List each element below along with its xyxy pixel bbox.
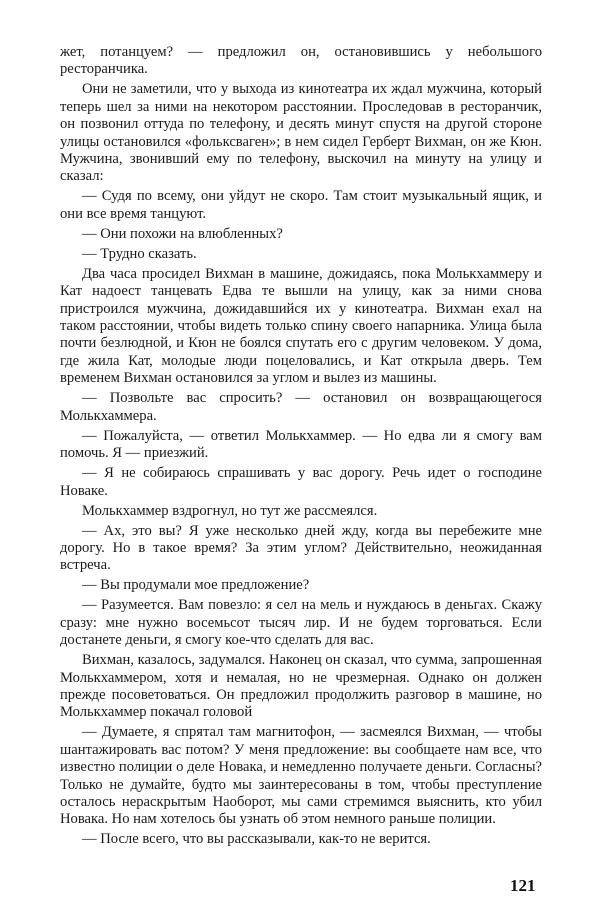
- paragraph: — Пожалуйста, — ответил Молькхаммер. — Но едва ли я смогу вам помочь. Я — приезжий.: [60, 427, 542, 462]
- paragraph: жет, потанцуем? — предложил он, остановившись у небольшого ресторанчика.: [60, 44, 542, 78]
- paragraph: — Ах, это вы? Я уже несколько дней жду, когда вы перебежите мне дорогу. Но в такое время? За этим углом? Действительно, неожиданная встреча.: [60, 522, 542, 574]
- paragraph: Два часа просидел Вихман в машине, дожидаясь, пока Молькхаммеру и Кат надоест танцевать Едва те вышли на улицу, как за ними снова пристроился мужчина, дожидавшийся их у кинотеатра. Вихман ехал на таком расстоянии, чтобы видеть только спину своего напарника. Улица была почти безлюдной, и Кюн не боялся спутать его с другим человеком. У дома, где жила Кат, молодые люди поцеловались, и Кат открыла дверь. Тем временем Вихман остановился за углом и вылез из машины.: [60, 265, 542, 387]
- paragraph: — Я не собираюсь спрашивать у вас дорогу. Речь идет о господине Новаке.: [60, 465, 542, 499]
- page-text: [60, 44, 542, 851]
- paragraph: Они не заметили, что у выхода из кинотеатра их ждал мужчина, который теперь шел за ними на некотором расстоянии. Проследовав в ресторанчик, он позвонил оттуда по телефону, и десять минут спустя на другой стороне улицы остановился «фольксваген»; в нем сидел Герберт Вихман, он же Кюн. Мужчина, звонивший ему по телефону, выскочил на минуту на улицу и сказал:: [60, 81, 542, 185]
- paragraph: — Трудно сказать.: [82, 245, 197, 262]
- paragraph: — После всего, что вы рассказывали, как-то не верится.: [82, 831, 431, 848]
- paragraph: — Думаете, я спрятал там магнитофон, — засмеялся Вихман, — чтобы шантажировать вас потом? У меня предложение: вы сообщаете нам все, что известно полиции о деле Новака, и немедленно получаете деньги. Согласны? Только не думайте, будто мы заинтересованы в том, чтобы преступление осталось нераскрытым Наоборот, мы сами стремимся выяснить, кто убил Новака. Но нам хотелось бы узнать об этом немного раньше полиции.: [60, 724, 542, 828]
- paragraph: Молькхаммер вздрогнул, но тут же рассмеялся.: [82, 502, 378, 519]
- paragraph: — Разумеется. Вам повезло: я сел на мель и нуждаюсь в деньгах. Скажу сразу: мне нужно восемьсот тысяч лир. И не будем торговаться. Если достанете деньги, я смогу кое-что сделать для вас.: [60, 597, 542, 649]
- page-number: 121: [510, 876, 536, 895]
- paragraph: — Вы продумали мое предложение?: [82, 577, 310, 594]
- paragraph: — Позвольте вас спросить? — остановил он возвращающегося Молькхаммера.: [60, 390, 542, 424]
- paragraph: — Они похожи на влюбленных?: [82, 225, 283, 242]
- paragraph: — Судя по всему, они уйдут не скоро. Там стоит музыкальный ящик, и они все время танцуют.: [60, 188, 542, 222]
- paragraph: Вихман, казалось, задумался. Наконец он сказал, что сумма, запрошенная Молькхаммером, хотя и немалая, но не чрезмерная. Однако он должен прежде посоветоваться. Он предложил продолжить разговор в машине, но Молькхаммер покачал головой: [60, 652, 542, 721]
